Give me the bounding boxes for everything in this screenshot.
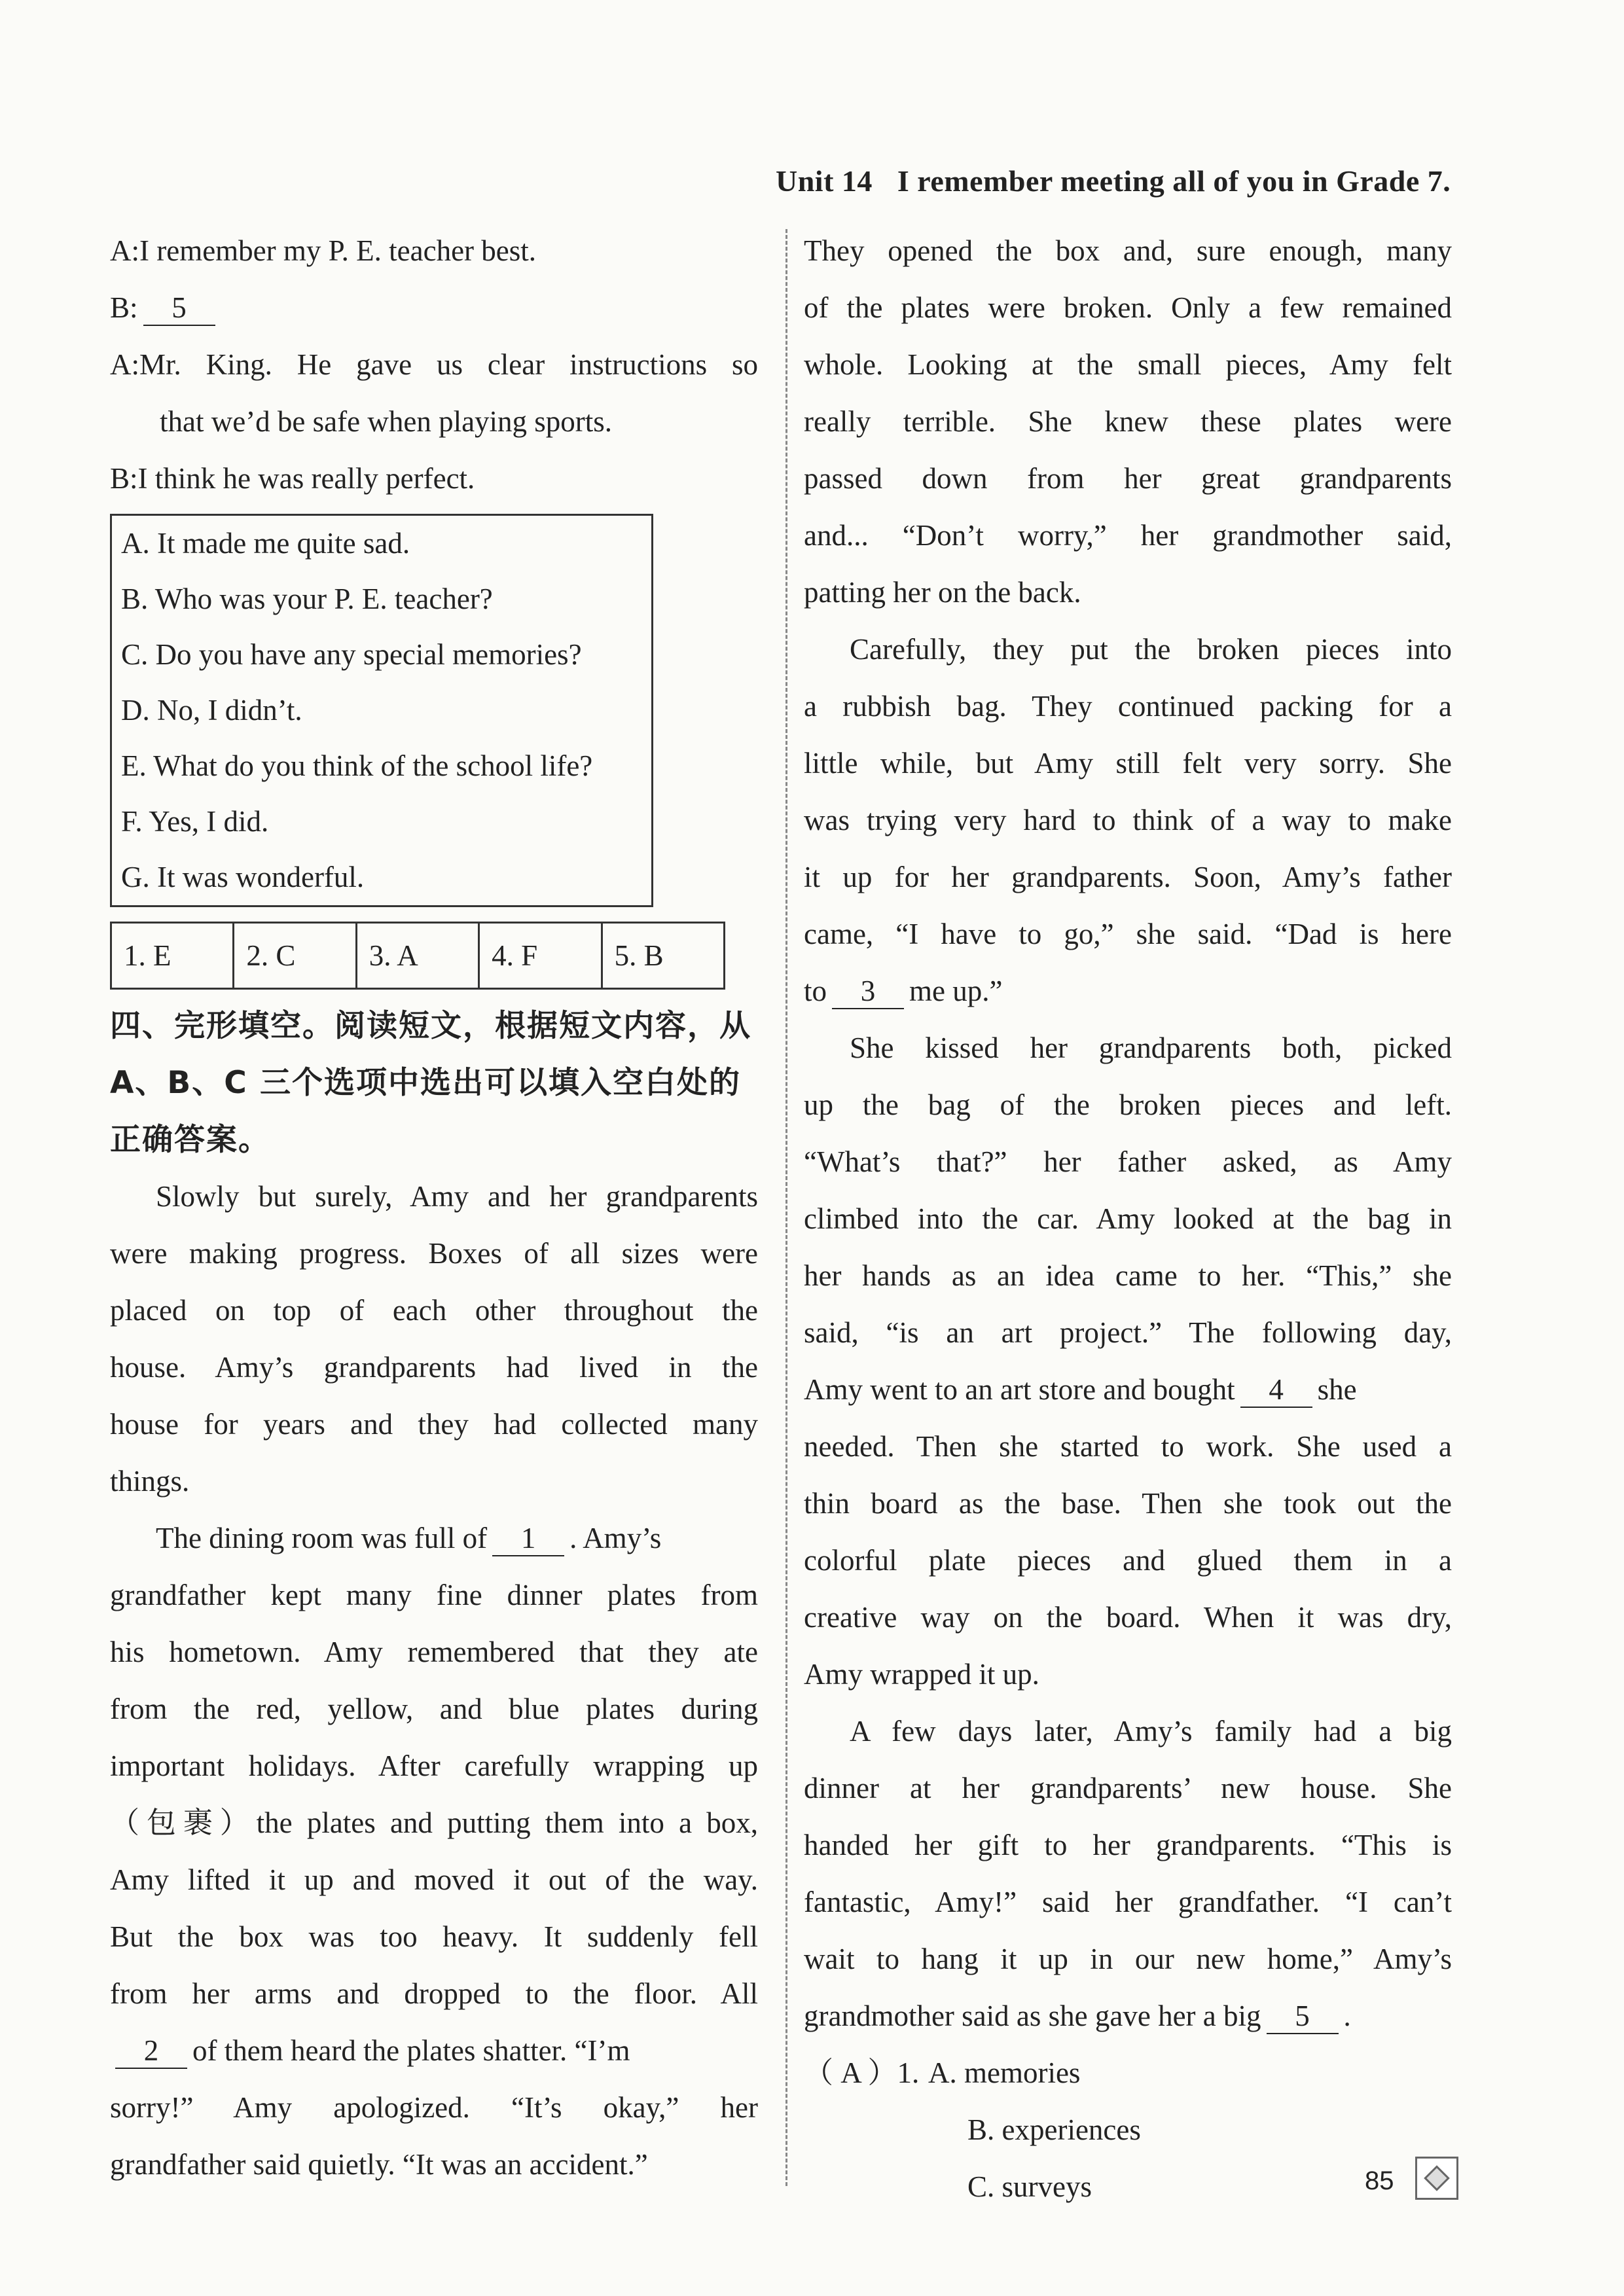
passage-line: up the bag of the broken pieces and left.	[804, 1088, 1452, 1121]
passage-line: grandfather kept many fine dinner plates from	[110, 1579, 758, 1611]
passage-line: little while, but Amy still felt very sorry. She	[804, 747, 1452, 780]
option-item: G. It was wonderful.	[121, 861, 365, 893]
blank-1: 1	[492, 1522, 564, 1556]
passage-line: colorful plate pieces and glued them in a	[804, 1544, 1452, 1577]
passage-text: of them heard the plates shatter. “I’m	[192, 2034, 630, 2067]
passage-line: were making progress. Boxes of all sizes were	[110, 1237, 758, 1270]
page-corner-diamond-icon	[1415, 2157, 1458, 2200]
blank-2: 2	[115, 2035, 187, 2069]
question-1-option-a: A. memories	[928, 2056, 1081, 2089]
dialogue-line: that we’d be safe when playing sports.	[160, 405, 613, 438]
dialogue-line: A:Mr. King. He gave us clear instructions so	[110, 348, 758, 381]
option-item: F. Yes, I did.	[121, 805, 269, 838]
passage-line: sorry!” Amy apologized. “It’s okay,” her	[110, 2091, 758, 2124]
option-item: A. It made me quite sad.	[121, 527, 410, 560]
options-box	[110, 514, 653, 907]
option-item: D. No, I didn’t.	[121, 694, 302, 726]
passage-blank-line	[804, 1988, 1452, 2045]
passage-line: Slowly but surely, Amy and her grandparents	[156, 1180, 758, 1213]
passage-text: grandmother said as she gave her a big	[804, 2000, 1261, 2032]
unit-label: Unit 14	[776, 164, 873, 198]
section-title: A、B、C 三个选项中选出可以填入空白处的	[110, 1065, 742, 1101]
passage-line: a rubbish bag. They continued packing for a	[804, 690, 1452, 723]
passage-line: placed on top of each other throughout the	[110, 1294, 758, 1327]
passage-line: creative way on the board. When it was dry,	[804, 1601, 1452, 1634]
answer-table	[110, 922, 725, 990]
passage-line: house. Amy’s grandparents had lived in the	[110, 1351, 758, 1384]
passage-blank-line	[804, 963, 1452, 1020]
question-1	[804, 2045, 1452, 2102]
answer-cell: 2. C	[234, 923, 356, 989]
passage-line: dinner at her grandparents’ new house. She	[804, 1772, 1452, 1804]
answer-cell: 4. F	[479, 923, 602, 989]
page-number: 85	[1365, 2166, 1394, 2195]
answer-cell: 5. B	[602, 923, 724, 989]
passage-line: was trying very hard to think of a way to make	[804, 804, 1452, 836]
passage-line: A few days later, Amy’s family had a big	[850, 1715, 1452, 1748]
speaker-b: B:	[110, 291, 138, 324]
passage-line: it up for her grandparents. Soon, Amy’s father	[804, 861, 1452, 893]
dialogue-line: B:I think he was really perfect.	[110, 462, 475, 495]
passage-line: fantastic, Amy!” said her grandfather. “I can’t	[804, 1886, 1452, 1918]
passage-text: .	[1343, 2000, 1351, 2032]
column-divider	[785, 229, 787, 2186]
question-1-option-c: C. surveys	[967, 2170, 1092, 2203]
passage-line: of the plates were broken. Only a few remained	[804, 291, 1452, 324]
passage-line: patting her on the back.	[804, 576, 1081, 609]
passage-line: climbed into the car. Amy looked at the bag in	[804, 1202, 1452, 1235]
passage-blank-line	[110, 2022, 758, 2079]
unit-title: I remember meeting all of you in Grade 7.	[897, 164, 1451, 198]
passage-line: wait to hang it up in our new home,” Amy’s	[804, 1943, 1452, 1975]
dialogue-blank-line	[110, 279, 758, 336]
blank-5-passage: 5	[1267, 2000, 1339, 2034]
passage-line: came, “I have to go,” she said. “Dad is here	[804, 918, 1452, 950]
passage-text: Amy went to an art store and bought	[804, 1373, 1235, 1406]
passage-line: his hometown. Amy remembered that they ate	[110, 1636, 758, 1668]
passage-text: she	[1317, 1373, 1357, 1406]
dialogue-line: A:I remember my P. E. teacher best.	[110, 234, 537, 267]
passage-line: from her arms and dropped to the floor. All	[110, 1977, 758, 2010]
option-item: C. Do you have any special memories?	[121, 638, 582, 671]
passage-line: said, “is an art project.” The following day,	[804, 1316, 1452, 1349]
blank-4: 4	[1240, 1374, 1312, 1408]
right-column	[804, 223, 1452, 2215]
passage-text: me up.”	[909, 975, 1003, 1007]
passage-line: important holidays. After carefully wrapping up	[110, 1749, 758, 1782]
passage-blank-line	[110, 1510, 758, 1567]
passage-line: （包裹）the plates and putting them into a box,	[110, 1806, 758, 1839]
answer-cell: 3. A	[356, 923, 478, 989]
option-item: E. What do you think of the school life?	[121, 749, 593, 782]
passage-text: to	[804, 975, 827, 1007]
passage-line: grandfather said quietly. “It was an accident.”	[110, 2148, 648, 2181]
passage-line: They opened the box and, sure enough, many	[804, 234, 1452, 267]
question-1-answer: （ A ）1.	[804, 2056, 920, 2089]
passage-line: She kissed her grandparents both, picked	[850, 1031, 1452, 1064]
passage-line: Amy lifted it up and moved it out of the way.	[110, 1863, 758, 1896]
left-column	[110, 223, 758, 2193]
passage-line: But the box was too heavy. It suddenly fell	[110, 1920, 758, 1953]
passage-line: and... “Don’t worry,” her grandmother said,	[804, 519, 1452, 552]
answer-cell: 1. E	[111, 923, 234, 989]
page-header	[776, 164, 1451, 198]
blank-5: 5	[143, 292, 215, 326]
passage-line: Amy wrapped it up.	[804, 1658, 1039, 1691]
passage-line: from the red, yellow, and blue plates during	[110, 1693, 758, 1725]
passage-line: whole. Looking at the small pieces, Amy felt	[804, 348, 1452, 381]
passage-line: her hands as an idea came to her. “This,” she	[804, 1259, 1452, 1292]
passage-text: . Amy’s	[569, 1522, 662, 1554]
passage-text: The dining room was full of	[156, 1522, 488, 1554]
question-1-option-b: B. experiences	[967, 2113, 1141, 2146]
passage-line: handed her gift to her grandparents. “This is	[804, 1829, 1452, 1861]
blank-3: 3	[832, 975, 904, 1009]
section-title: 四、完形填空。阅读短文，根据短文内容，从	[110, 1008, 751, 1044]
option-item: B. Who was your P. E. teacher?	[121, 583, 493, 615]
passage-line: house for years and they had collected many	[110, 1408, 758, 1441]
passage-line: thin board as the base. Then she took out the	[804, 1487, 1452, 1520]
passage-line: passed down from her great grandparents	[804, 462, 1452, 495]
passage-line: things.	[110, 1465, 190, 1498]
passage-line: really terrible. She knew these plates were	[804, 405, 1452, 438]
section-title: 正确答案。	[110, 1122, 270, 1158]
passage-line: “What’s that?” her father asked, as Amy	[804, 1145, 1452, 1178]
passage-line: Carefully, they put the broken pieces into	[850, 633, 1452, 666]
passage-line: needed. Then she started to work. She used a	[804, 1430, 1452, 1463]
passage-blank-line	[804, 1361, 1452, 1418]
